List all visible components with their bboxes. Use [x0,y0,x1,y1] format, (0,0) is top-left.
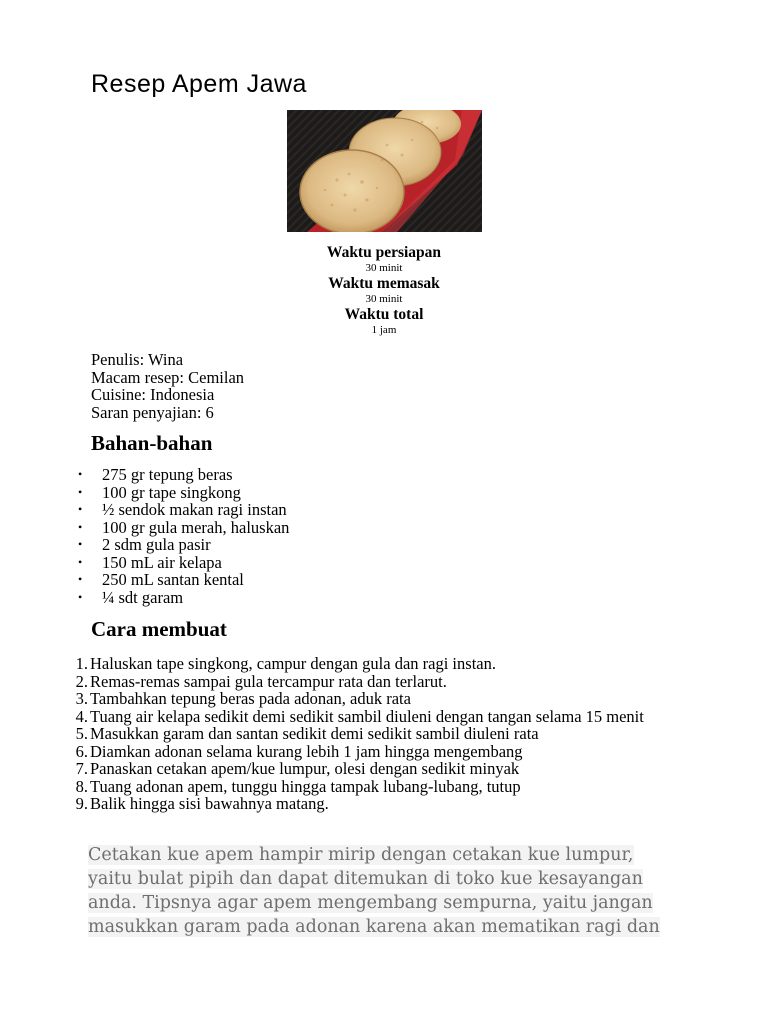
tip-paragraph [88,843,668,939]
step-text: Remas-remas sampai gula tercampur rata dan terlarut. [90,671,447,691]
steps-list [0,655,690,813]
ingredient-text: 100 gr gula merah, haluskan [102,517,290,537]
step-number: 3. [75,689,88,708]
list-item [0,484,289,502]
ingredient-text: 250 mL santan kental [102,570,244,589]
cook-time [0,275,768,306]
step-text: Balik hingga sisi bawahnya matang. [90,794,329,813]
list-item [0,708,690,726]
recipe-type: Macam resep: Cemilan [91,367,245,387]
step-text: Tuang adonan apem, tunggu hingga tampak lubang-lubang, tutup [90,776,521,796]
ingredient-text: 100 gr tape singkong [102,482,241,502]
ingredient-text: 275 gr tepung beras [102,465,233,484]
servings: Saran penyajian: 6 [91,402,214,422]
apem-cakes-photo-icon [287,110,482,232]
step-text: Diamkan adonan selama kurang lebih 1 jam hingga mengembang [90,741,523,761]
total-time-label: Waktu total [344,306,424,323]
bullet-icon: • [78,537,83,551]
step-number: 8. [75,776,88,796]
ingredients-list [0,466,289,606]
cook-time-label: Waktu memasak [328,275,440,292]
prep-time [0,244,768,275]
step-number: 7. [75,759,88,778]
list-item [0,795,690,813]
tip-text: Cetakan kue apem hampir mirip dengan cetakan kue lumpur, yaitu bulat pipih dan dapat ditemukan di toko kue kesayangan anda. Tipsnya agar apem mengembang sempurna, yaitu jangan masukkan garam pada adonan karena akan mematikan ragi dan [88,845,660,937]
ingredient-text: ½ sendok makan ragi instan [102,500,287,519]
step-text: Panaskan cetakan apem/kue lumpur, olesi dengan sedikit minyak [90,759,520,778]
list-item [0,466,289,484]
bullet-icon: • [78,467,83,481]
bullet-icon: • [78,519,83,534]
list-item [0,571,289,589]
list-item [0,690,690,708]
step-number: 6. [75,741,88,761]
total-time [0,306,768,337]
bullet-icon: • [78,554,83,569]
step-text: Haluskan tape singkong, campur dengan gula dan ragi instan. [90,654,496,673]
list-item [0,655,690,673]
list-item [0,536,289,554]
step-text: Tambahkan tepung beras pada adonan, aduk rata [90,689,411,708]
recipe-meta [91,351,244,421]
page-title: Resep Apem Jawa [91,70,307,98]
step-number: 5. [75,724,88,743]
list-item [0,501,289,519]
bullet-icon: • [78,572,83,586]
list-item [0,760,690,778]
list-item [0,725,690,743]
list-item [0,673,690,691]
cuisine: Cuisine: Indonesia [91,385,215,404]
step-number: 2. [75,671,88,691]
bullet-icon: • [78,484,83,499]
recipe-photo [287,110,482,232]
bullet-icon: • [78,589,83,604]
ingredient-text: 150 mL air kelapa [102,552,222,572]
author: Penulis: Wina [91,350,184,369]
list-item [0,778,690,796]
list-item [0,589,289,607]
ingredient-text: ¼ sdt garam [102,587,184,607]
recipe-times [0,244,768,337]
list-item [0,519,289,537]
total-time-value: 1 jam [371,324,397,336]
ingredient-text: 2 sdm gula pasir [102,535,211,554]
cook-time-value: 30 minit [365,293,403,305]
prep-time-label: Waktu persiapan [326,244,442,261]
list-item [0,743,690,761]
step-text: Tuang air kelapa sedikit demi sedikit sambil diuleni dengan tangan selama 15 menit [90,706,644,726]
bullet-icon: • [78,502,83,516]
ingredients-heading: Bahan-bahan [91,431,213,455]
step-number: 9. [75,794,88,813]
prep-time-value: 30 minit [365,262,403,274]
list-item [0,554,289,572]
step-number: 4. [75,706,88,726]
step-number: 1. [75,654,88,673]
step-text: Masukkan garam dan santan sedikit demi sedikit sambil diuleni rata [90,724,539,743]
steps-heading: Cara membuat [91,617,227,641]
